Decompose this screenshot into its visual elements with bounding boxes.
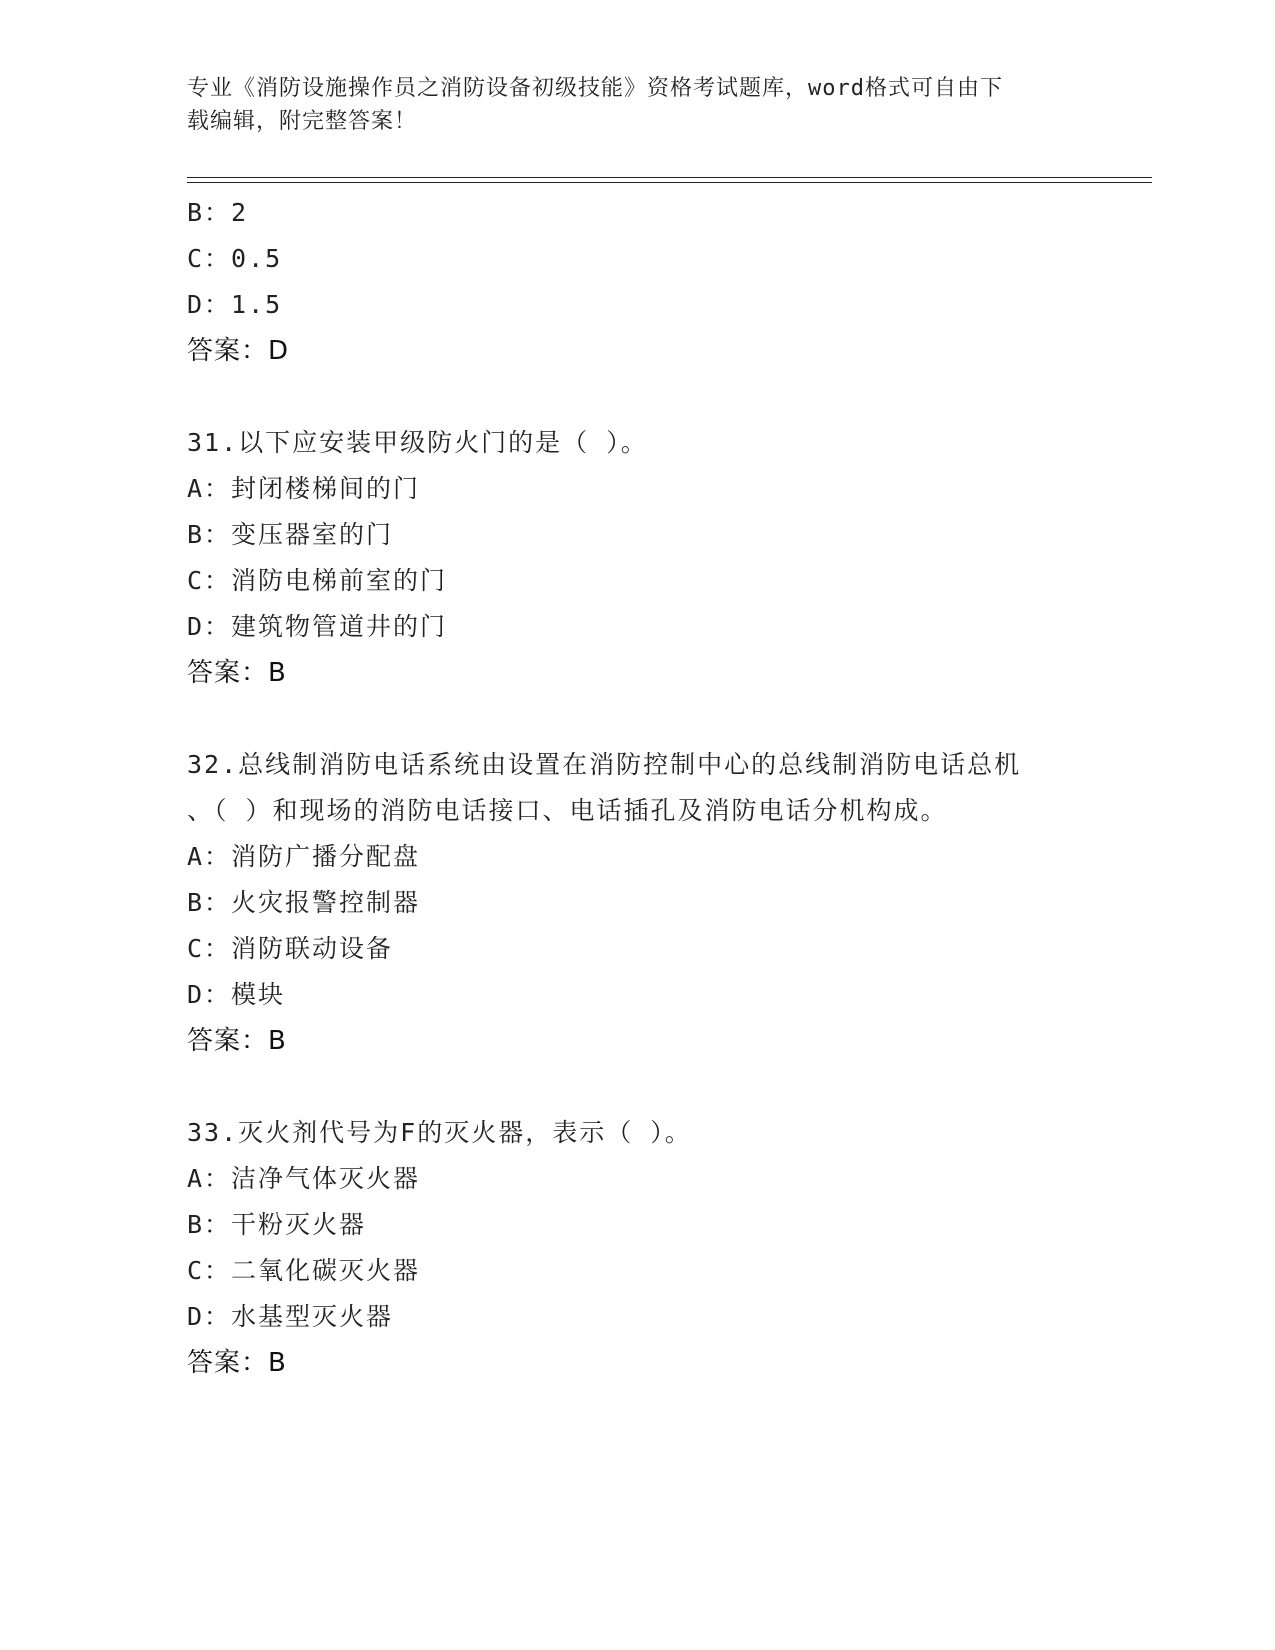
header-divider-bottom [187, 182, 1152, 183]
header-line-2: 载编辑，附完整答案！ [187, 109, 418, 134]
spacer [187, 696, 1087, 742]
spacer [187, 1064, 1087, 1110]
answer-line: 答案：B [187, 1026, 287, 1056]
question-stem: 32.总线制消防电话系统由设置在消防控制中心的总线制消防电话总机 [187, 750, 1022, 779]
option-d: D：1.5 [187, 290, 283, 319]
option-b: B：变压器室的门 [187, 520, 394, 549]
option-c: C：0.5 [187, 244, 283, 273]
question-stem: 33.灭火剂代号为F的灭火器，表示（ ）。 [187, 1118, 692, 1147]
option-d: D：建筑物管道井的门 [187, 612, 448, 641]
answer-line: 答案：B [187, 1348, 287, 1378]
option-a: A：封闭楼梯间的门 [187, 474, 421, 503]
option-c: C：消防电梯前室的门 [187, 566, 448, 595]
question-content [187, 190, 1087, 1386]
question-31 [187, 420, 1087, 696]
question-stem: 31.以下应安装甲级防火门的是（ ）。 [187, 428, 648, 457]
option-d: D：水基型灭火器 [187, 1302, 394, 1331]
document-header [187, 72, 1067, 138]
option-b: B：火灾报警控制器 [187, 888, 421, 917]
header-divider-top [187, 177, 1152, 178]
option-a: A：洁净气体灭火器 [187, 1164, 421, 1193]
option-c: C：消防联动设备 [187, 934, 394, 963]
question-33 [187, 1110, 1087, 1386]
option-b: B：2 [187, 198, 249, 227]
answer-line: 答案：D [187, 336, 290, 366]
answer-line: 答案：B [187, 658, 287, 688]
option-b: B：干粉灭火器 [187, 1210, 367, 1239]
spacer [187, 374, 1087, 420]
question-stem-continued: 、（ ）和现场的消防电话接口、电话插孔及消防电话分机构成。 [187, 796, 948, 825]
option-c: C：二氧化碳灭火器 [187, 1256, 421, 1285]
previous-question-tail [187, 190, 1087, 374]
option-d: D：模块 [187, 980, 286, 1009]
option-a: A：消防广播分配盘 [187, 842, 421, 871]
header-line-1: 专业《消防设施操作员之消防设备初级技能》资格考试题库，word格式可自由下 [187, 76, 1003, 101]
question-32 [187, 742, 1087, 1064]
